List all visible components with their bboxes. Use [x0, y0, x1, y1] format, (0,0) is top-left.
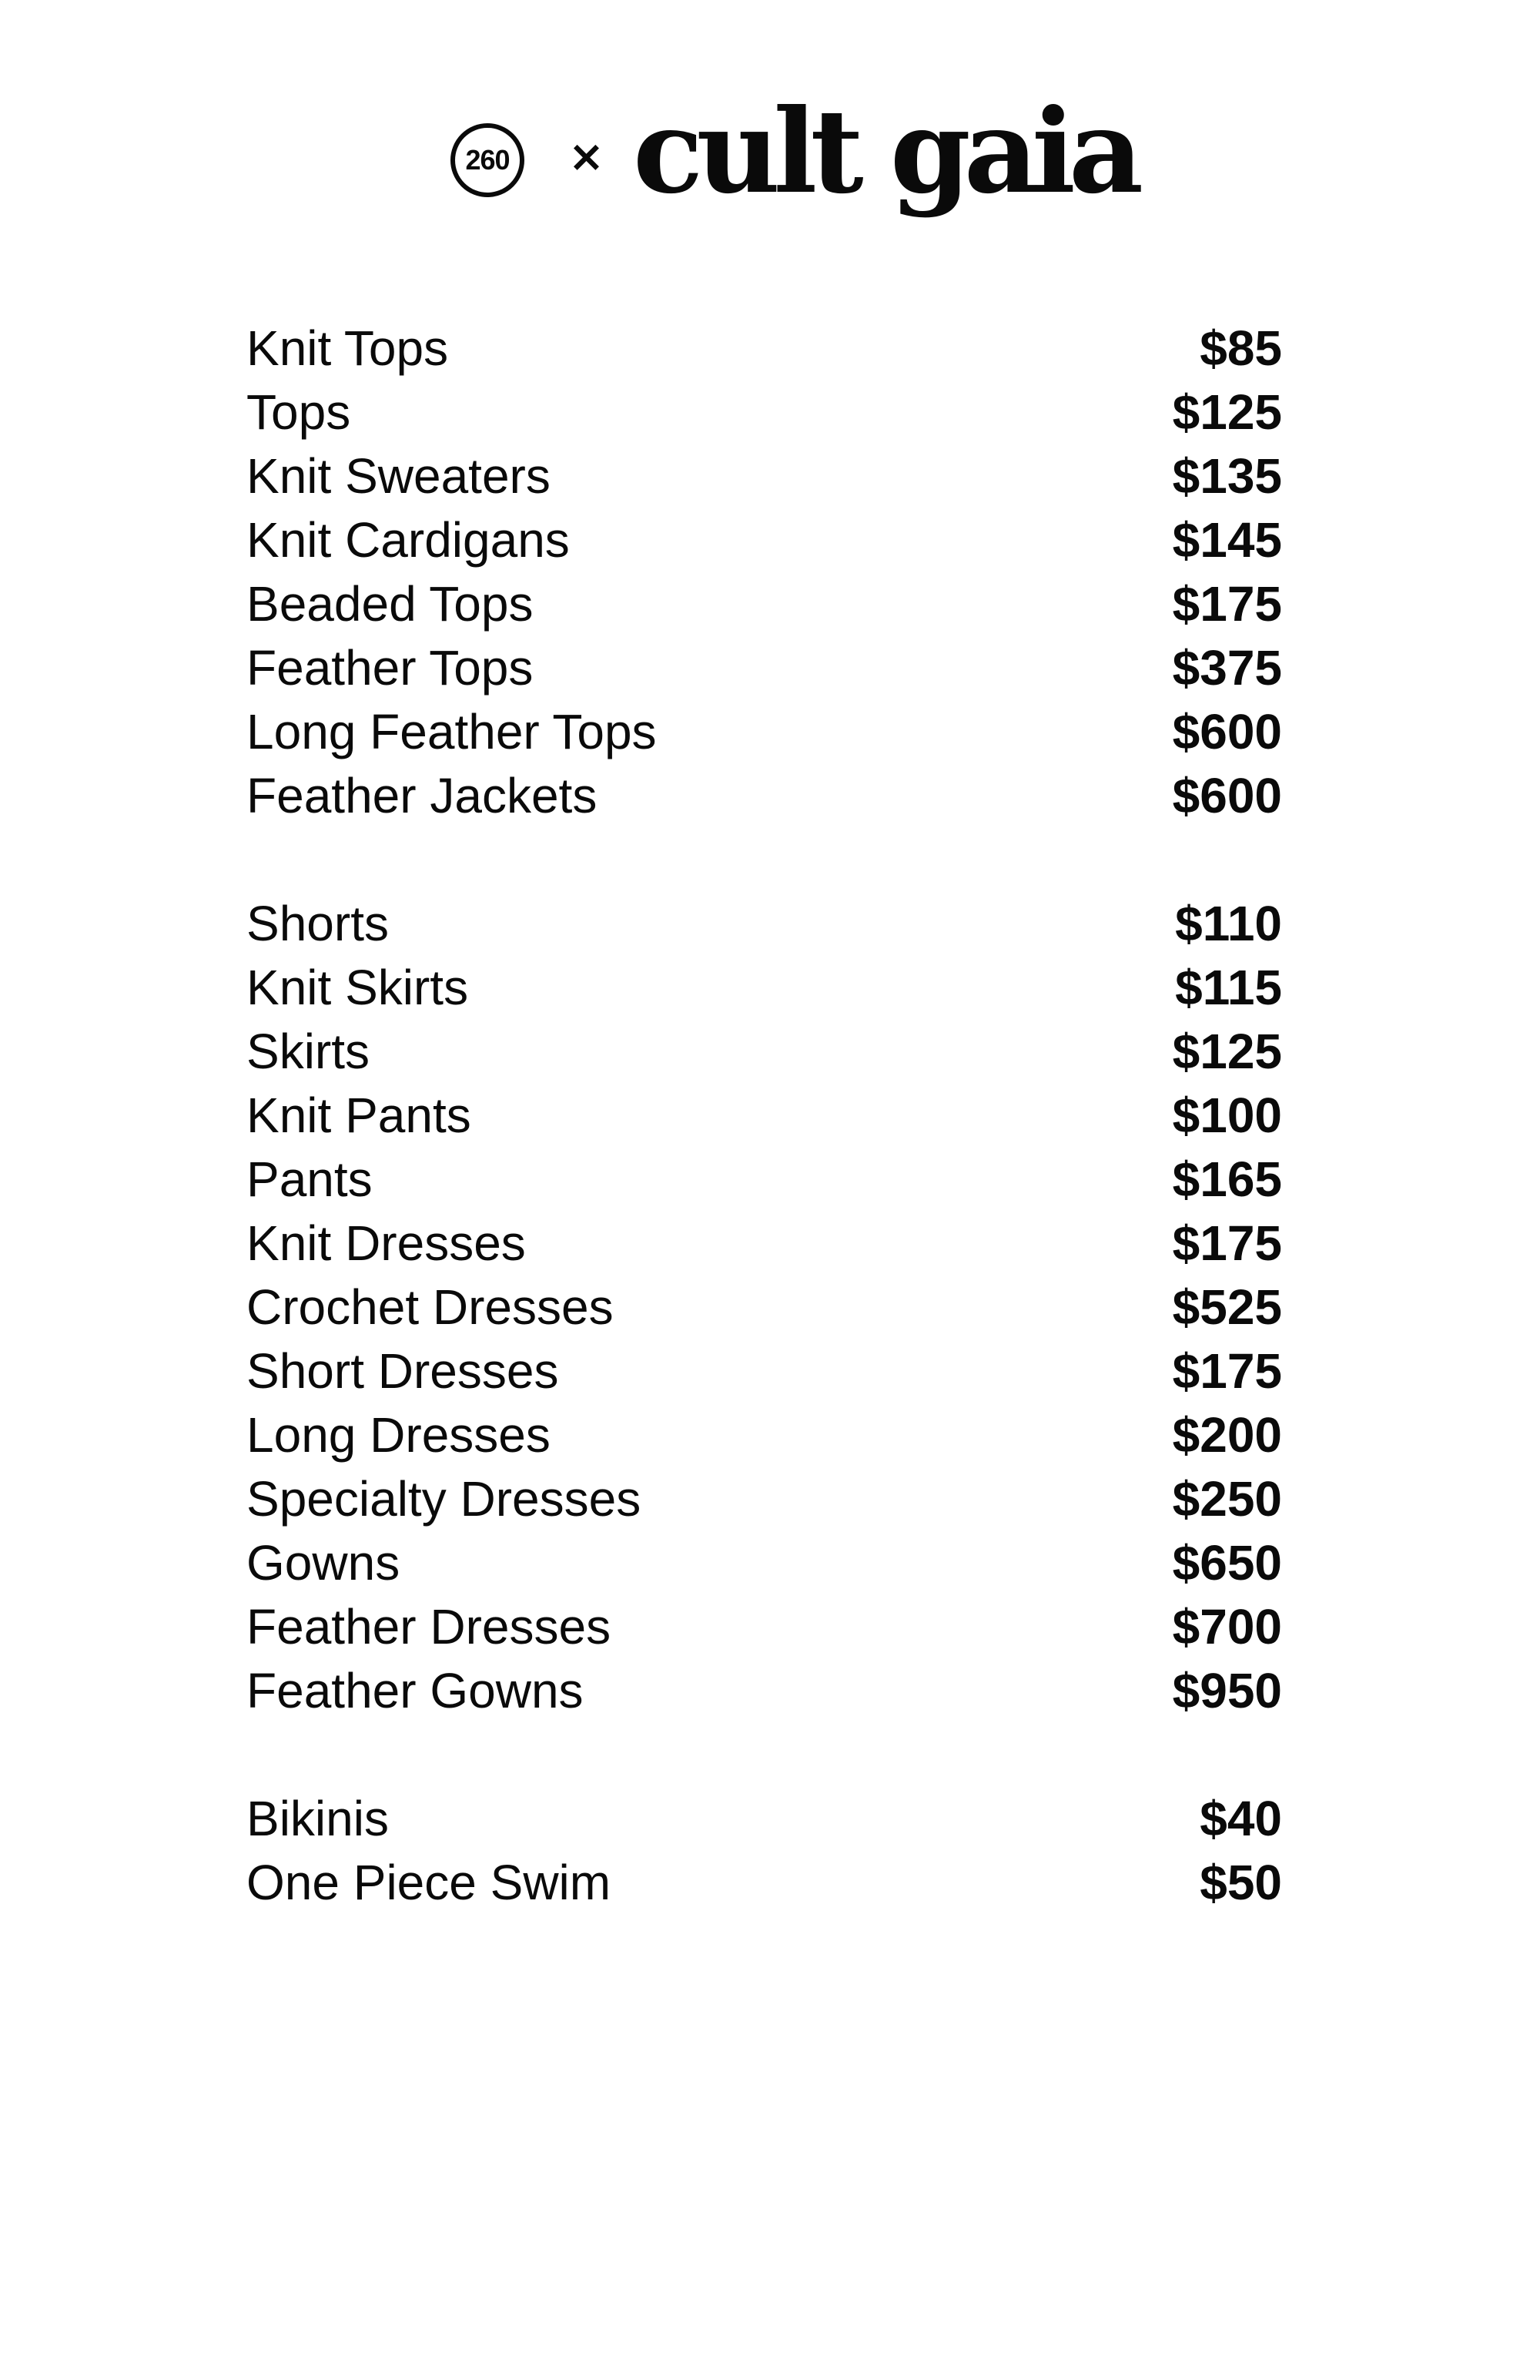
item-name: Pants — [246, 1151, 373, 1207]
price-section — [246, 891, 1282, 1722]
item-price: $525 — [1172, 1279, 1282, 1335]
price-row — [246, 572, 1282, 635]
item-name: Feather Dresses — [246, 1598, 611, 1654]
item-price: $175 — [1172, 1215, 1282, 1271]
item-name: Short Dresses — [246, 1343, 559, 1399]
price-row — [246, 1019, 1282, 1083]
price-row — [246, 1594, 1282, 1658]
item-price: $600 — [1172, 767, 1282, 823]
price-row — [246, 1850, 1282, 1914]
item-price: $135 — [1172, 448, 1282, 504]
item-name: Beaded Tops — [246, 575, 534, 632]
price-row — [246, 763, 1282, 827]
price-row — [246, 699, 1282, 763]
item-price: $40 — [1200, 1790, 1282, 1846]
item-name: Long Feather Tops — [246, 703, 657, 759]
item-price: $950 — [1172, 1662, 1282, 1718]
item-name: Specialty Dresses — [246, 1470, 641, 1527]
header — [0, 84, 1540, 231]
price-row — [246, 1786, 1282, 1850]
price-list — [246, 316, 1282, 1978]
price-row — [246, 508, 1282, 572]
price-row — [246, 635, 1282, 699]
item-price: $100 — [1172, 1087, 1282, 1143]
item-name: One Piece Swim — [246, 1854, 611, 1910]
item-price: $650 — [1172, 1534, 1282, 1591]
item-price: $110 — [1175, 895, 1282, 951]
item-name: Knit Pants — [246, 1087, 471, 1143]
item-price: $175 — [1172, 575, 1282, 632]
price-row — [246, 1211, 1282, 1275]
price-row — [246, 444, 1282, 508]
item-price: $200 — [1172, 1406, 1282, 1463]
item-name: Shorts — [246, 895, 389, 951]
item-name: Tops — [246, 384, 351, 440]
item-name: Knit Skirts — [246, 959, 469, 1015]
item-price: $250 — [1172, 1470, 1282, 1527]
price-row — [246, 1403, 1282, 1467]
price-section — [246, 316, 1282, 827]
price-row — [246, 955, 1282, 1019]
badge-260-logo: 260 — [450, 123, 524, 197]
brand-wordmark: cult gaia — [633, 84, 1137, 220]
item-name: Crochet Dresses — [246, 1279, 614, 1335]
item-name: Knit Dresses — [246, 1215, 526, 1271]
item-price: $165 — [1172, 1151, 1282, 1207]
item-price: $375 — [1172, 639, 1282, 696]
price-row — [246, 1083, 1282, 1147]
item-price: $50 — [1200, 1854, 1282, 1910]
item-price: $700 — [1172, 1598, 1282, 1654]
item-price: $175 — [1172, 1343, 1282, 1399]
item-name: Bikinis — [246, 1790, 389, 1846]
price-row — [246, 1339, 1282, 1403]
price-row — [246, 1467, 1282, 1530]
price-section — [246, 1786, 1282, 1914]
price-row — [246, 316, 1282, 380]
item-price: $145 — [1172, 511, 1282, 568]
item-name: Gowns — [246, 1534, 400, 1591]
item-price: $125 — [1172, 1023, 1282, 1079]
item-name: Knit Cardigans — [246, 511, 570, 568]
price-row — [246, 1530, 1282, 1594]
price-row — [246, 1658, 1282, 1722]
item-name: Feather Tops — [246, 639, 534, 696]
item-price: $85 — [1200, 320, 1282, 376]
item-name: Feather Gowns — [246, 1662, 584, 1718]
price-row — [246, 1275, 1282, 1339]
price-row — [246, 1147, 1282, 1211]
item-name: Skirts — [246, 1023, 370, 1079]
item-name: Long Dresses — [246, 1406, 551, 1463]
item-name: Feather Jackets — [246, 767, 598, 823]
item-name: Knit Tops — [246, 320, 449, 376]
item-price: $600 — [1172, 703, 1282, 759]
item-price: $115 — [1175, 959, 1282, 1015]
item-name: Knit Sweaters — [246, 448, 551, 504]
collaboration-separator: × — [568, 132, 604, 182]
item-price: $125 — [1172, 384, 1282, 440]
price-row — [246, 891, 1282, 955]
price-row — [246, 380, 1282, 444]
